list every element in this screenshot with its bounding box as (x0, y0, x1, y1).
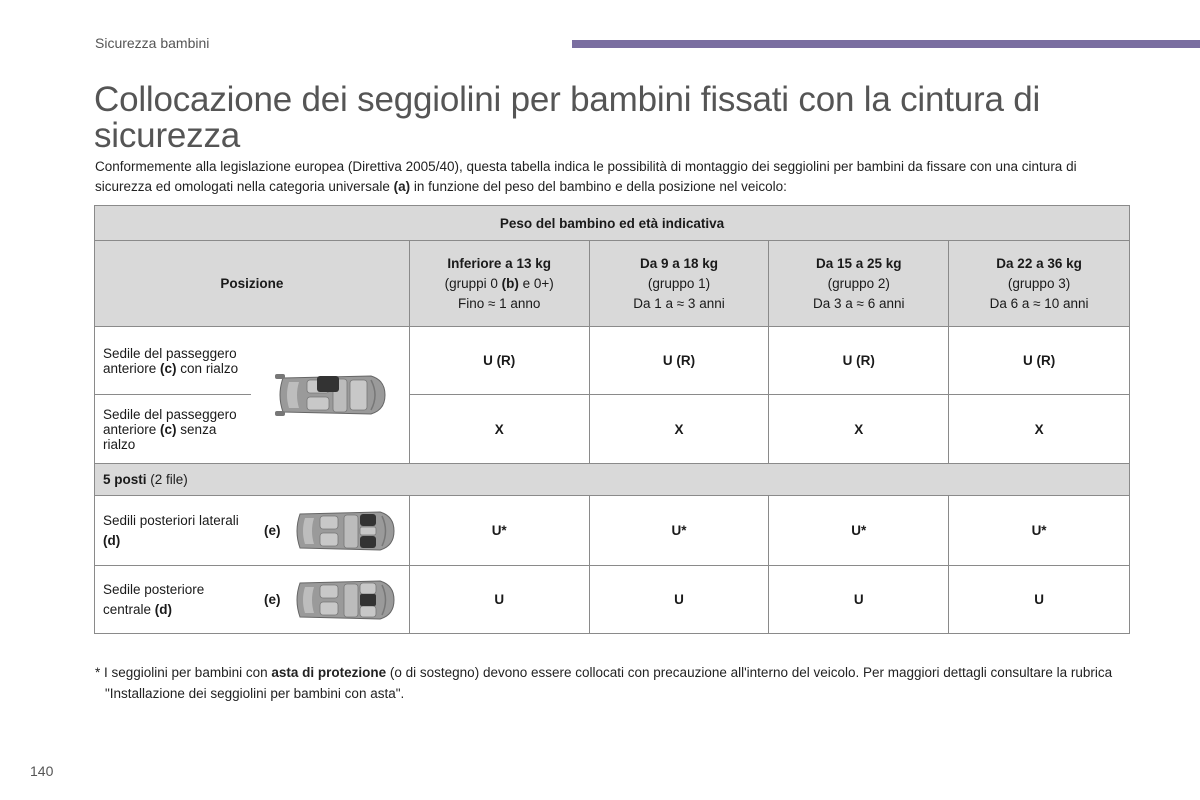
section-label: Sicurezza bambini (95, 35, 210, 51)
group-label-rest: (2 file) (146, 472, 188, 487)
row-label (95, 496, 252, 566)
footnote-text: (o di sostegno) devono essere collocati con precauzione all'interno del veicolo. Per maggiori dettagli consultare la rubrica "Installazione dei seggiolini per bambini con asta". (105, 665, 1113, 701)
column-group: (gruppo 3) (1007, 275, 1071, 291)
row-label-text: Sedile posteriore centrale (103, 581, 205, 617)
column-group-text: e 0+) (518, 275, 554, 291)
position-header: Posizione (95, 241, 410, 327)
cell-value: X (409, 395, 589, 464)
column-age: Fino ≈ 1 anno (457, 295, 541, 311)
row-label-ref: (c) (160, 421, 177, 437)
cell-value: U (769, 566, 949, 634)
row-image-cell (251, 496, 409, 566)
row-label-text: Sedile del passeggero anteriore (103, 406, 237, 437)
page-number: 140 (30, 763, 54, 779)
row-label-text: con rialzo (176, 360, 239, 376)
column-group-text: (gruppi 0 (444, 275, 502, 291)
row-label-text: senza rialzo (103, 421, 217, 452)
group-label (95, 464, 1130, 496)
cell-value: U (409, 566, 589, 634)
footnote-text: * I seggiolini per bambini con (95, 665, 272, 680)
weight-age-header: Peso del bambino ed età indicativa (95, 206, 1130, 241)
row-tag: (e) (263, 592, 281, 607)
footnote (95, 662, 1135, 704)
row-label (95, 395, 252, 464)
column-weight: Da 15 a 25 kg (815, 255, 902, 271)
car-rear-side-seats-icon (292, 506, 396, 556)
column-weight: Inferiore a 13 kg (447, 255, 551, 271)
cell-value-text: U* (491, 523, 507, 538)
row-tag: (e) (263, 523, 281, 538)
column-header (409, 241, 589, 327)
column-group (410, 274, 589, 294)
table-row (95, 395, 1130, 464)
row-image-cell (251, 566, 409, 634)
column-weight: Da 22 a 36 kg (996, 255, 1082, 271)
cell-value: U* (949, 496, 1130, 566)
table-row (95, 566, 1130, 634)
group-label-bold: 5 posti (103, 472, 147, 487)
column-age: Da 6 a ≈ 10 anni (989, 295, 1089, 311)
cell-value: U (949, 566, 1130, 634)
car-rear-center-seat-icon (292, 575, 396, 625)
row-label-ref: (c) (160, 360, 177, 376)
column-age: Da 1 a ≈ 3 anni (633, 295, 725, 311)
row-label-ref: (d) (154, 601, 173, 617)
table-group-row (95, 464, 1130, 496)
cell-value: U (R) (949, 327, 1130, 395)
header-accent-bar (572, 40, 1200, 48)
intro-paragraph (95, 157, 1135, 197)
row-label-ref: (d) (103, 532, 121, 548)
cell-value: U (R) (409, 327, 589, 395)
cell-value: X (769, 395, 949, 464)
cell-value: X (589, 395, 769, 464)
row-label (95, 566, 252, 634)
row-label (95, 327, 252, 395)
page-title: Collocazione dei seggiolini per bambini fissati con la cintura di sicurezza (94, 80, 1041, 155)
cell-value: U* (769, 496, 949, 566)
table-row (95, 327, 1130, 395)
column-group-ref: (b) (501, 275, 519, 291)
row-image-cell (251, 327, 409, 464)
intro-text-2: in funzione del peso del bambino e della posizione nel veicolo: (410, 179, 787, 194)
column-weight: Da 9 a 18 kg (639, 255, 718, 271)
column-age: Da 3 a ≈ 6 anni (813, 295, 905, 311)
table-row (95, 496, 1130, 566)
cell-value: X (949, 395, 1130, 464)
table-header-columns (95, 241, 1130, 327)
column-group: (gruppo 2) (827, 275, 890, 291)
seat-compatibility-table (94, 205, 1130, 634)
cell-value: U (R) (589, 327, 769, 395)
intro-ref: (a) (393, 179, 411, 194)
row-label-text: Sedili posteriori laterali (103, 512, 239, 528)
cell-value: U* (589, 496, 769, 566)
column-header (589, 241, 769, 327)
column-header (769, 241, 949, 327)
car-front-seat-icon (273, 370, 387, 420)
cell-value: U (589, 566, 769, 634)
footnote-bold: asta di protezione (271, 665, 387, 680)
cell-value: U (R) (769, 327, 949, 395)
column-group: (gruppo 1) (647, 275, 711, 291)
column-header (949, 241, 1130, 327)
intro-text-1: Conformemente alla legislazione europea (Direttiva 2005/40), questa tabella indica le possibilità di montaggio dei seggiolini per bambini da fissare con una cintura di sicurezza ed omologati nella categoria universale (95, 159, 1077, 194)
row-label-text: Sedile del passeggero anteriore (103, 345, 237, 376)
cell-value (409, 496, 589, 566)
table-header-top (95, 206, 1130, 241)
